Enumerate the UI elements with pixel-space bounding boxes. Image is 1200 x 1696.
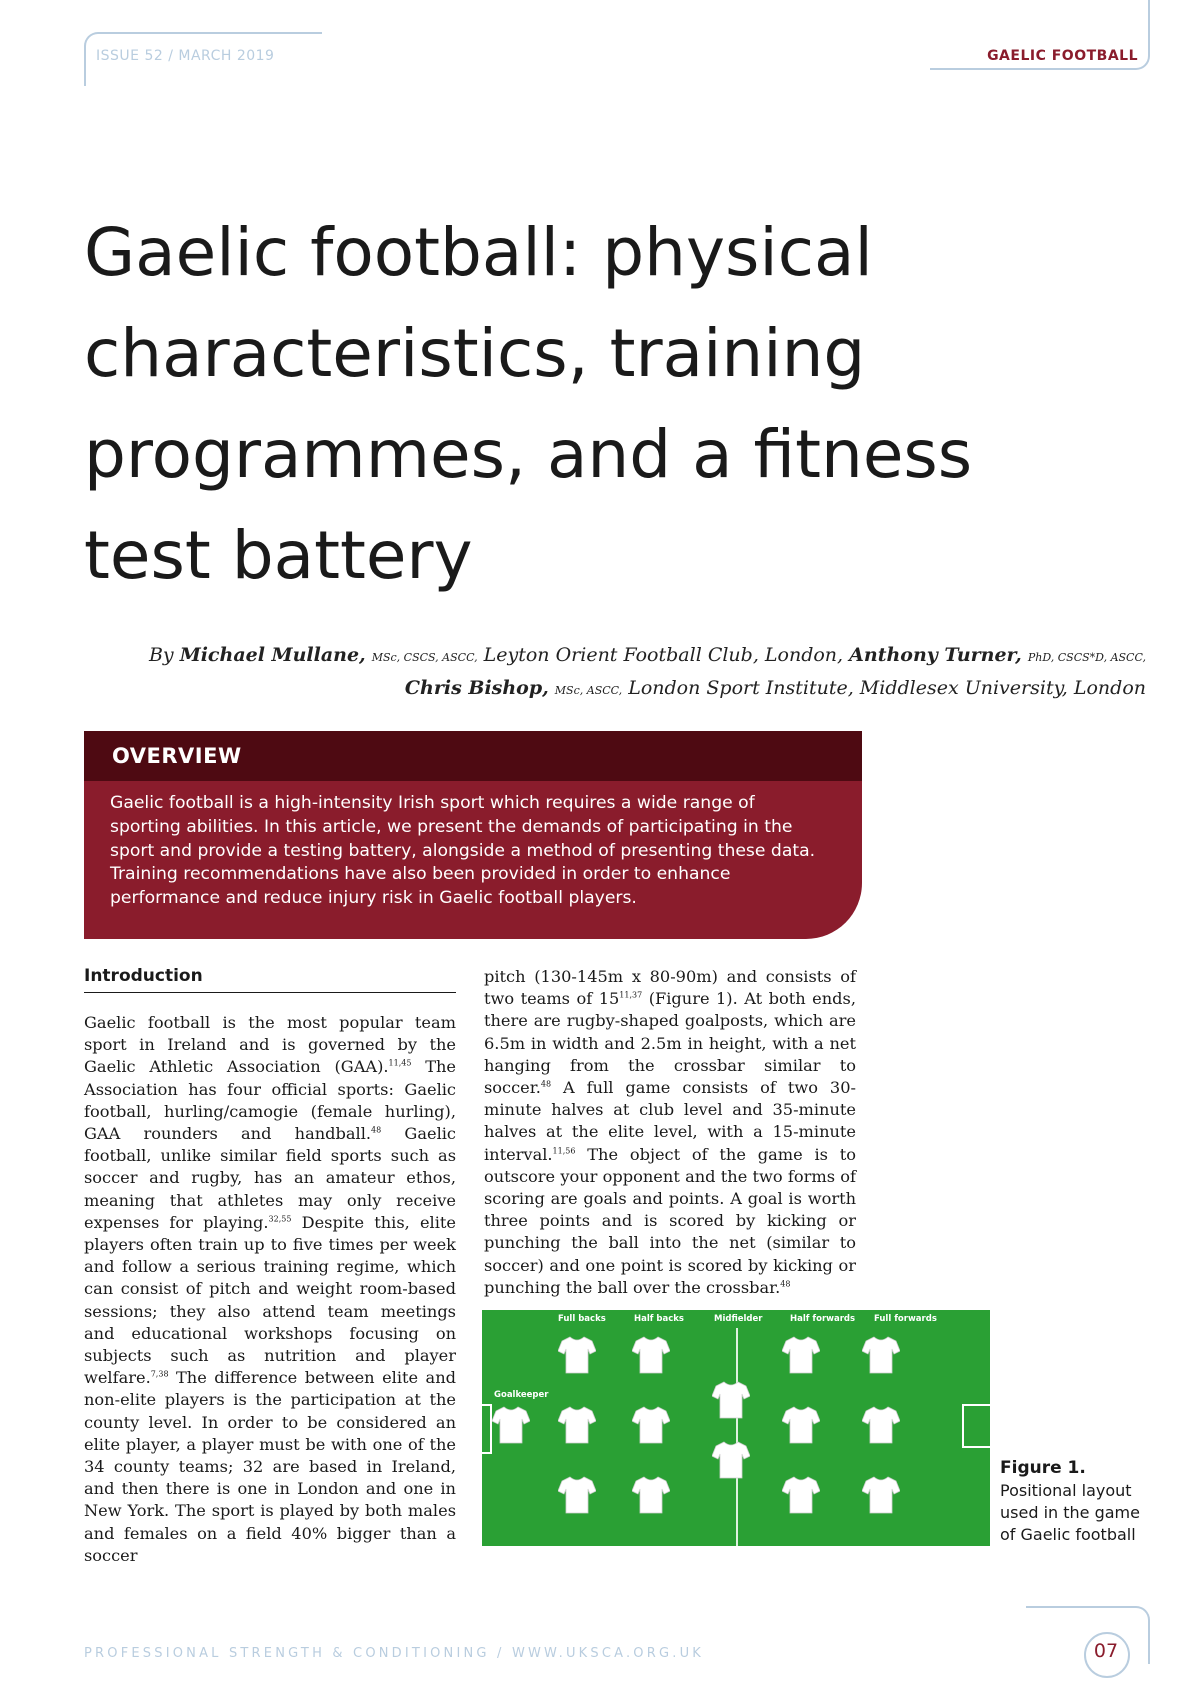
author-credentials: PhD, CSCS*D, ASCC, [1027, 651, 1146, 664]
jersey-icon [492, 1405, 530, 1445]
text-run: (Figure 1). At both ends, there are rugby-shaped goalposts, which are 6.5m in width and 2.5m in height, with a net hanging from the crossbar similar to soccer. [484, 989, 856, 1098]
text-run: A full game consists of two 30-minute halves at club level and 35-minute halves at the elite level, with a 15-minute interval. [484, 1078, 856, 1164]
text-run: Gaelic football, unlike similar field sports such as soccer and rugby, has an amateur ethos, meaning that athletes may only receive expenses for playing. [84, 1124, 456, 1232]
jersey-icon [782, 1475, 820, 1515]
title-line: characteristics, training [84, 315, 866, 392]
author-affiliation: London Sport Institute, Middlesex University, London [628, 677, 1146, 699]
citation: 11,37 [619, 990, 643, 1000]
jersey-icon [862, 1475, 900, 1515]
author-credentials: MSc, ASCC, [554, 684, 623, 697]
title-line: test battery [84, 517, 473, 594]
text-run: Gaelic football is the most popular team sport in Ireland and is governed by the Gaelic Athletic Association (GAA). [84, 1013, 456, 1077]
label-full-backs: Full backs [558, 1314, 606, 1324]
jersey-icon [558, 1405, 596, 1445]
citation: 48 [371, 1125, 382, 1135]
label-half-forwards: Half forwards [790, 1314, 856, 1324]
jersey-icon [632, 1475, 670, 1515]
title-line: programmes, and a fitness [84, 416, 973, 493]
article-title [84, 202, 1144, 606]
jersey-icon [632, 1405, 670, 1445]
label-goalkeeper: Goalkeeper [494, 1390, 549, 1400]
author-name: Anthony Turner, [849, 644, 1022, 666]
text-run: Despite this, elite players often train up to five times per week and follow a serious training regime, which can consist of pitch and weight room-based sessions; they also attend team meetings and educational workshops focusing on subjects such as nutrition and player welfare. [84, 1212, 456, 1388]
overview-text: Gaelic football is a high-intensity Irish sport which requires a wide range of sporting abilities. In this article, we present the demands of participating in the sport and provide a testing battery, alongside a method of presenting these data. Training recommendations have also been provided in order to enhance performance and reduce injury risk in Gaelic football players. [110, 793, 816, 909]
jersey-icon [782, 1405, 820, 1445]
author-name: Chris Bishop, [404, 677, 549, 699]
jersey-icon [782, 1335, 820, 1375]
text-run: The Association has four official sports: Gaelic football, hurling/camogie (female hurling), GAA rounders and handball. [84, 1057, 456, 1144]
figure-caption-text: Positional layout used in the game of Gaelic football [1000, 1481, 1140, 1544]
label-midfielder: Midfielder [714, 1314, 763, 1324]
text-run: The difference between elite and non-elite players is the participation at the county level. In order to be considered an elite player, a player must be with one of the 34 county teams; 32 are based in Ireland, and then there is one in London and one in New York. The sport is played by both males and females on a field 40% bigger than a soccer [84, 1368, 456, 1565]
label-full-forwards: Full forwards [874, 1314, 937, 1324]
citation: 48 [540, 1079, 552, 1089]
jersey-icon [712, 1440, 750, 1480]
footer-text: PROFESSIONAL STRENGTH & CONDITIONING / WWW.UKSCA.ORG.UK [84, 1646, 705, 1661]
citation: 7,38 [150, 1369, 169, 1379]
section-heading-introduction: Introduction [84, 966, 456, 993]
text-column-1 [84, 1012, 456, 1567]
goal-area-left [482, 1404, 492, 1454]
label-half-backs: Half backs [634, 1314, 684, 1324]
figure-caption-title: Figure 1. [1000, 1458, 1086, 1478]
goal-area-right [962, 1404, 990, 1448]
overview-heading: OVERVIEW [112, 744, 242, 768]
text-run: pitch (130-145m x 80-90m) and consists of two teams of 15 [484, 967, 856, 1009]
text-run: The object of the game is to outscore your opponent and the two forms of scoring are goals and points. A goal is worth three points and is scored by kicking or punching the ball into the net (similar to soccer) and one point is scored by kicking or punching the ball over the crossbar. [484, 1144, 856, 1297]
jersey-icon [558, 1335, 596, 1375]
byline [96, 640, 1146, 706]
issue-label: ISSUE 52 / MARCH 2019 [96, 48, 275, 64]
section-label: GAELIC FOOTBALL [987, 48, 1138, 64]
positional-layout-figure [482, 1310, 990, 1546]
jersey-icon [712, 1380, 750, 1420]
author-credentials: MSc, CSCS, ASCC, [371, 651, 478, 664]
citation: 32,55 [268, 1214, 292, 1224]
citation: 11,45 [388, 1059, 412, 1069]
jersey-icon [862, 1335, 900, 1375]
jersey-icon [862, 1405, 900, 1445]
citation: 48 [780, 1279, 791, 1289]
byline-by: By [148, 644, 174, 666]
author-name: Michael Mullane, [179, 644, 366, 666]
title-line: Gaelic football: physical [84, 214, 873, 291]
text-column-2 [484, 966, 856, 1299]
jersey-icon [632, 1335, 670, 1375]
author-affiliation: Leyton Orient Football Club, London, [483, 644, 844, 666]
citation: 11,56 [552, 1146, 576, 1156]
pitch-midline [736, 1328, 738, 1546]
jersey-icon [558, 1475, 596, 1515]
page-number: 07 [1093, 1640, 1119, 1662]
